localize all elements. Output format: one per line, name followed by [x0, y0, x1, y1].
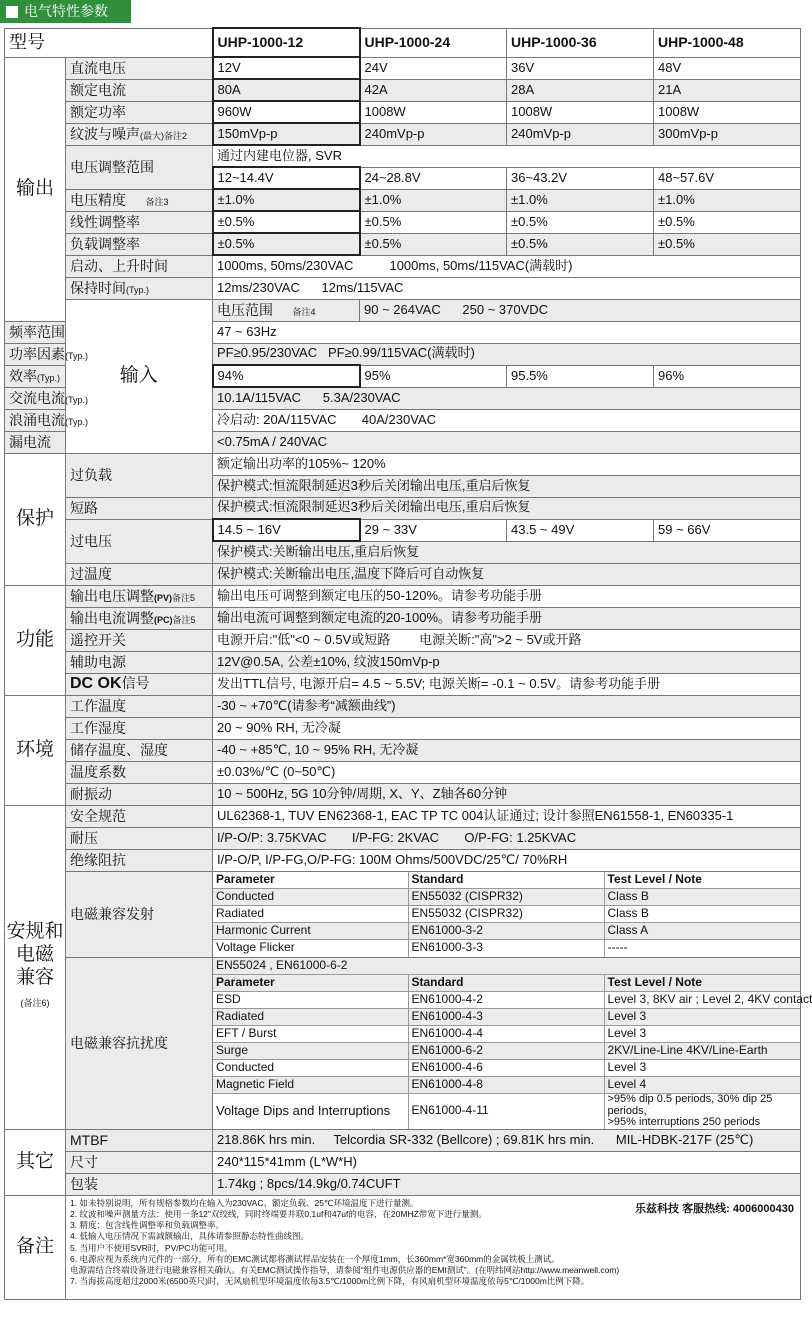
- ac-current-label: [5, 387, 89, 409]
- ripple-max: (最大): [140, 130, 164, 141]
- emi-param: Conducted: [213, 889, 408, 906]
- eff-48: 96%: [654, 365, 801, 387]
- pc-label-text: 输出电流调整: [70, 609, 154, 626]
- remote-label: 遥控开关: [66, 629, 213, 651]
- safety-section-c: 兼容: [15, 967, 54, 989]
- pack-value: 1.74kg ; 8pcs/14.9kg/0.74CUFT: [213, 1173, 801, 1195]
- tolerance-label: [66, 189, 213, 211]
- notes-section: 备注: [5, 1195, 66, 1299]
- dc-voltage-48: 48V: [654, 57, 801, 79]
- freq-label: 频率范围: [5, 321, 66, 343]
- pc-label: [66, 607, 213, 629]
- ovp-12: 14.5 ~ 16V: [213, 519, 360, 541]
- dim-label: 尺寸: [66, 1151, 213, 1173]
- emi-note: Class B: [604, 889, 801, 906]
- note-line: 5. 当用户不使用SVR时，PV/PC功能可用。: [70, 1242, 233, 1253]
- pc-tag: (PC): [154, 614, 173, 625]
- adj-label: 电压调整范围: [66, 145, 213, 189]
- ovp-mode: 保护模式:关断输出电压,重启后恢复: [213, 541, 801, 563]
- env-vib-value: 10 ~ 500Hz, 5G 10分钟/周期, X、Y、Z轴各60分钟: [213, 783, 801, 805]
- rated-current-24: 42A: [360, 79, 507, 101]
- input-voltage-label: [213, 299, 360, 321]
- table-row: [213, 1009, 801, 1026]
- eff-label-text: 效率: [9, 367, 37, 384]
- ems-head-note: Test Level / Note: [604, 975, 801, 992]
- ems-head: [213, 975, 801, 992]
- note-line: 电源需结合终端设备进行电磁兼容相关确认。有关EMC测试操作指导，请参阅“组件电源供应器的EMI测试”。(在明纬网站http://www.meanwell.com): [70, 1264, 620, 1275]
- function-section: 功能: [5, 585, 66, 695]
- dcok-label: [66, 673, 213, 695]
- ems-param: EFT / Burst: [213, 1026, 408, 1043]
- input-voltage-a: 90 ~ 264VAC: [364, 301, 441, 317]
- mtbf-value: [213, 1129, 801, 1151]
- hold-a: 12ms/230VAC: [217, 279, 300, 295]
- env-storage-label: 储存温度、湿度: [66, 739, 213, 761]
- rated-power-24: 1008W: [360, 101, 507, 123]
- table-row: [213, 1043, 801, 1060]
- inrush-a: 冷启动: 20A/115VAC: [217, 411, 337, 427]
- env-storage-value: -40 ~ +85℃, 10 ~ 95% RH, 无冷凝: [213, 739, 801, 761]
- eff-label: [5, 365, 66, 387]
- ems-param: Radiated: [213, 1009, 408, 1026]
- pv-note: 备注5: [172, 592, 196, 603]
- inrush-b: 40A/230VAC: [361, 411, 436, 427]
- freq-value: 47 ~ 63Hz: [213, 321, 801, 343]
- overload-label: 过负载: [66, 453, 213, 497]
- pf-a: PF≥0.95/230VAC: [217, 345, 318, 361]
- pc-value: 输出电流可调整到额定电流的20-100%。请参考功能手册: [213, 607, 801, 629]
- emi-param: Harmonic Current: [213, 923, 408, 940]
- line-reg-label: 线性调整率: [66, 211, 213, 233]
- emi-std: EN55032 (CISPR32): [408, 889, 604, 906]
- adj-12: 12~14.4V: [213, 167, 360, 189]
- overload-b: 保护模式:恒流限制延迟3秒后关闭输出电压,重启后恢复: [213, 475, 801, 497]
- dc-voltage-24: 24V: [360, 57, 507, 79]
- withstand-c: O/P-FG: 1.25KVAC: [464, 829, 577, 845]
- adj-36: 36~43.2V: [507, 167, 654, 189]
- leak-label: 漏电流: [5, 431, 66, 453]
- ems-param: Conducted: [213, 1060, 408, 1077]
- tolerance-24: ±1.0%: [360, 189, 507, 211]
- ems-note: 2KV/Line-Line 4KV/Line-Earth: [604, 1043, 801, 1060]
- env-humid-value: 20 ~ 90% RH, 无冷凝: [213, 717, 801, 739]
- ripple-12: 150mVp-p: [213, 123, 360, 145]
- rated-current-36: 28A: [507, 79, 654, 101]
- ripple-note: 备注2: [164, 130, 188, 141]
- ems-std: EN61000-4-3: [408, 1009, 604, 1026]
- iso-value: I/P-O/P, I/P-FG,O/P-FG: 100M Ohms/500VDC/25℃/ 70%RH: [213, 849, 801, 871]
- safety-note: (备注6): [20, 997, 50, 1008]
- dcok-label-bold: DC OK: [70, 674, 122, 692]
- pf-value: [213, 343, 801, 365]
- ems-label: 电磁兼容抗扰度: [66, 957, 213, 1129]
- otp-value: 保护模式:关断输出电压,温度下降后可自动恢复: [213, 563, 801, 585]
- adj-24: 24~28.8V: [360, 167, 507, 189]
- load-reg-36: ±0.5%: [507, 233, 654, 255]
- otp-label: 过温度: [66, 563, 213, 585]
- remote-a: 电源开启:"低"<0 ~ 0.5V或短路: [217, 631, 391, 647]
- emi-label: 电磁兼容发射: [66, 871, 213, 957]
- tolerance-12: ±1.0%: [213, 189, 360, 211]
- notes-body: [66, 1195, 801, 1299]
- table-row: [213, 1094, 801, 1129]
- aux-value: 12V@0.5A, 公差±10%, 纹波150mVp-p: [213, 651, 801, 673]
- ems-param: ESD: [213, 992, 408, 1009]
- ripple-label-text: 纹波与噪声: [70, 125, 140, 142]
- setup-label: 启动、上升时间: [66, 255, 213, 277]
- ac-current-label-text: 交流电流: [9, 389, 65, 406]
- safety-section-b: 电磁: [15, 944, 54, 966]
- ems-table: [213, 957, 812, 1129]
- withstand-a: I/P-O/P: 3.75KVAC: [217, 829, 327, 845]
- short-value: 保护模式:恒流限制延迟3秒后关闭输出电压,重启后恢复: [213, 497, 801, 519]
- hold-label-text: 保持时间: [70, 279, 126, 296]
- input-voltage-value: [360, 299, 801, 321]
- line-reg-12: ±0.5%: [213, 211, 360, 233]
- safety-std-value: UL62368-1, TUV EN62368-1, EAC TP TC 004认证通过; 设计参照EN61558-1, EN60335-1: [213, 805, 801, 827]
- remote-b: 电源关断:"高">2 ~ 5V或开路: [419, 631, 582, 647]
- overload-a: 额定输出功率的105%~ 120%: [213, 453, 801, 475]
- line-reg-36: ±0.5%: [507, 211, 654, 233]
- dcok-label-text: 信号: [121, 674, 150, 691]
- model-36: UHP-1000-36: [507, 28, 654, 57]
- pf-b: PF≥0.99/115VAC(满载时): [327, 345, 475, 361]
- ac-current-a: 10.1A/115VAC: [217, 389, 302, 405]
- env-coeff-value: ±0.03%/℃ (0~50℃): [213, 761, 801, 783]
- input-section: 输入: [66, 299, 213, 453]
- model-12: UHP-1000-12: [213, 28, 360, 57]
- pv-tag: (PV): [154, 592, 172, 603]
- env-vib-label: 耐振动: [66, 783, 213, 805]
- mtbf-a: 218.86K hrs min.: [217, 1131, 316, 1147]
- model-label: 型号: [5, 28, 213, 57]
- pv-label-text: 输出电压调整: [70, 587, 154, 604]
- emi-note: Class B: [604, 906, 801, 923]
- safety-section: [5, 805, 66, 1129]
- tolerance-36: ±1.0%: [507, 189, 654, 211]
- aux-label: 辅助电源: [66, 651, 213, 673]
- tolerance-48: ±1.0%: [654, 189, 801, 211]
- iso-label: 绝缘阻抗: [66, 849, 213, 871]
- input-voltage-b: 250 ~ 370VDC: [462, 301, 549, 317]
- line-reg-48: ±0.5%: [654, 211, 801, 233]
- pf-typ: (Typ.): [65, 350, 89, 361]
- section-header: [0, 0, 131, 23]
- tolerance-label-text: 电压精度: [70, 191, 126, 208]
- hotline: 乐兹科技 客服热线: 4006000430: [635, 1202, 794, 1215]
- input-voltage-label-text: 电压范围: [217, 301, 273, 318]
- rated-current-48: 21A: [654, 79, 801, 101]
- note-line: 2. 纹波和噪声测量方法：使用一条12"双绞线，同时终端要并联0.1uf和47uf的电容，在20MHZ带宽下进行量测。: [70, 1208, 487, 1219]
- others-section: 其它: [5, 1129, 66, 1195]
- pc-note: 备注5: [172, 614, 196, 625]
- ems-top: EN55024 , EN61000-6-2: [213, 958, 801, 975]
- ems-std: EN61000-4-4: [408, 1026, 604, 1043]
- emi-head: [213, 872, 801, 889]
- safety-std-label: 安全规范: [66, 805, 213, 827]
- pack-label: 包装: [66, 1173, 213, 1195]
- ems-head-std: Standard: [408, 975, 604, 992]
- ems-param: Magnetic Field: [213, 1077, 408, 1094]
- env-temp-label: 工作温度: [66, 695, 213, 717]
- dc-voltage-label: 直流电压: [66, 57, 213, 79]
- pf-label: [5, 343, 89, 365]
- protection-section: 保护: [5, 453, 66, 585]
- ems-std: EN61000-4-2: [408, 992, 604, 1009]
- model-24: UHP-1000-24: [360, 28, 507, 57]
- emi-std: EN61000-3-3: [408, 940, 604, 957]
- note-line: 4. 低输入电压情况下需减额输出，具体请参照静态特性曲线图。: [70, 1231, 309, 1242]
- emi-std: EN55032 (CISPR32): [408, 906, 604, 923]
- ripple-48: 300mVp-p: [654, 123, 801, 145]
- rated-current-12: 80A: [213, 79, 360, 101]
- line-reg-24: ±0.5%: [360, 211, 507, 233]
- table-row: [213, 923, 801, 940]
- ovp-label: 过电压: [66, 519, 213, 563]
- ac-current-b: 5.3A/230VAC: [322, 389, 401, 405]
- safety-section-a: 安规和: [6, 921, 64, 943]
- load-reg-12: ±0.5%: [213, 233, 360, 255]
- rated-current-label: 额定电流: [66, 79, 213, 101]
- table-row: [213, 1077, 801, 1094]
- ems-dips-note-2: >95% interruptions 250 periods: [607, 1116, 761, 1129]
- pv-value: 输出电压可调整到额定电压的50-120%。请参考功能手册: [213, 585, 801, 607]
- ems-std: EN61000-4-8: [408, 1077, 604, 1094]
- adj-top: 通过内建电位器, SVR: [213, 145, 801, 167]
- eff-24: 95%: [360, 365, 507, 387]
- ems-dips-note: [604, 1094, 801, 1129]
- eff-36: 95.5%: [507, 365, 654, 387]
- rated-power-12: 960W: [213, 101, 360, 123]
- hold-value: [213, 277, 801, 299]
- dc-voltage-36: 36V: [507, 57, 654, 79]
- note-line: 1. 如未特别说明，所有规格参数均在输入为230VAC、额定负载、25℃环境温度下进行量测。: [70, 1197, 419, 1208]
- ripple-36: 240mVp-p: [507, 123, 654, 145]
- env-coeff-label: 温度系数: [66, 761, 213, 783]
- emi-head-note: Test Level / Note: [604, 872, 801, 889]
- ems-dips-param: Voltage Dips and Interruptions: [213, 1094, 408, 1129]
- table-row: [213, 1060, 801, 1077]
- hold-typ: (Typ.): [126, 284, 150, 295]
- tolerance-note: 备注3: [145, 196, 169, 207]
- inrush-typ: (Typ.): [65, 416, 89, 427]
- ems-std: EN61000-4-6: [408, 1060, 604, 1077]
- model-row: [5, 28, 801, 57]
- pv-label: [66, 585, 213, 607]
- hold-label: [66, 277, 213, 299]
- table-row: [213, 992, 801, 1009]
- rated-power-label: 额定功率: [66, 101, 213, 123]
- ems-dips-std: EN61000-4-11: [408, 1094, 604, 1129]
- table-row: [213, 940, 801, 957]
- ovp-48: 59 ~ 66V: [654, 519, 801, 541]
- eff-typ: (Typ.): [37, 372, 61, 383]
- setup-value: [213, 255, 801, 277]
- short-label: 短路: [66, 497, 213, 519]
- ac-current-typ: (Typ.): [65, 394, 89, 405]
- withstand-b: I/P-FG: 2KVAC: [351, 829, 440, 845]
- ac-current-value: [213, 387, 801, 409]
- ems-dips-note-1: >95% dip 0.5 periods, 30% dip 25 periods,: [607, 1093, 773, 1117]
- inrush-label: [5, 409, 89, 431]
- dc-voltage-12: 12V: [213, 57, 360, 79]
- emi-std: EN61000-3-2: [408, 923, 604, 940]
- emi-table: [213, 871, 801, 957]
- ems-std: EN61000-6-2: [408, 1043, 604, 1060]
- mtbf-c: MIL-HDBK-217F (25℃): [615, 1131, 754, 1147]
- inrush-label-text: 浪涌电流: [9, 411, 65, 428]
- ems-note: Level 3: [604, 1060, 801, 1077]
- dim-value: 240*115*41mm (L*W*H): [213, 1151, 801, 1173]
- leak-value: <0.75mA / 240VAC: [213, 431, 801, 453]
- env-temp-value: -30 ~ +70℃(请参考“减额曲线”): [213, 695, 801, 717]
- rated-power-36: 1008W: [507, 101, 654, 123]
- ovp-36: 43.5 ~ 49V: [507, 519, 654, 541]
- output-section: 输出: [5, 57, 66, 321]
- inrush-value: [213, 409, 801, 431]
- square-icon: [6, 6, 18, 18]
- emi-head-std: Standard: [408, 872, 604, 889]
- dcok-value: 发出TTL信号, 电源开启= 4.5 ~ 5.5V; 电源关断= -0.1 ~ 0.5V。请参考功能手册: [213, 673, 801, 695]
- emi-note: Class A: [604, 923, 801, 940]
- input-voltage-note: 备注4: [292, 306, 316, 317]
- setup-a: 1000ms, 50ms/230VAC: [217, 257, 354, 273]
- load-reg-48: ±0.5%: [654, 233, 801, 255]
- withstand-label: 耐压: [66, 827, 213, 849]
- ems-head-param: Parameter: [213, 975, 408, 992]
- spec-table: [4, 27, 812, 1300]
- note-line: 6. 电源应视为系统内元件的一部分，所有的EMC测试都将测试样品安装在一个厚度1mm，长360mm*宽360mm的金属铁板上测试。: [70, 1253, 560, 1264]
- adj-48: 48~57.6V: [654, 167, 801, 189]
- note-line: 7. 当海拔高度超过2000米(6500英尺)时，无风扇机型环境温度依每3.5℃/1000m比例下降，有风扇机型环境温度依每5℃/1000m比例下降。: [70, 1276, 590, 1287]
- ems-note: Level 3, 8KV air ; Level 2, 4KV contact: [604, 992, 801, 1009]
- emi-param: Voltage Flicker: [213, 940, 408, 957]
- hold-b: 12ms/115VAC: [321, 279, 404, 295]
- ripple-label: [66, 123, 213, 145]
- withstand-value: [213, 827, 801, 849]
- mtbf-label: MTBF: [66, 1129, 213, 1151]
- load-reg-label: 负载调整率: [66, 233, 213, 255]
- rated-power-48: 1008W: [654, 101, 801, 123]
- emi-head-param: Parameter: [213, 872, 408, 889]
- table-row: [213, 889, 801, 906]
- emi-param: Radiated: [213, 906, 408, 923]
- ovp-24: 29 ~ 33V: [360, 519, 507, 541]
- ems-note: Level 3: [604, 1009, 801, 1026]
- ripple-24: 240mVp-p: [360, 123, 507, 145]
- table-row: [213, 1026, 801, 1043]
- model-48: UHP-1000-48: [654, 28, 801, 57]
- section-title: 电气特性参数: [24, 3, 108, 20]
- load-reg-24: ±0.5%: [360, 233, 507, 255]
- eff-12: 94%: [213, 365, 360, 387]
- ems-param: Surge: [213, 1043, 408, 1060]
- mtbf-b: Telcordia SR-332 (Bellcore) ; 69.81K hrs min.: [333, 1131, 595, 1147]
- pf-label-text: 功率因素: [9, 345, 65, 362]
- note-line: 3. 精度：包含线性调整率和负载调整率。: [70, 1220, 224, 1231]
- ems-note: Level 3: [604, 1026, 801, 1043]
- ems-note: Level 4: [604, 1077, 801, 1094]
- emi-note: -----: [604, 940, 801, 957]
- table-row: [213, 906, 801, 923]
- remote-value: [213, 629, 801, 651]
- environment-section: 环境: [5, 695, 66, 805]
- env-humid-label: 工作湿度: [66, 717, 213, 739]
- setup-b: 1000ms, 50ms/115VAC(满载时): [389, 257, 573, 273]
